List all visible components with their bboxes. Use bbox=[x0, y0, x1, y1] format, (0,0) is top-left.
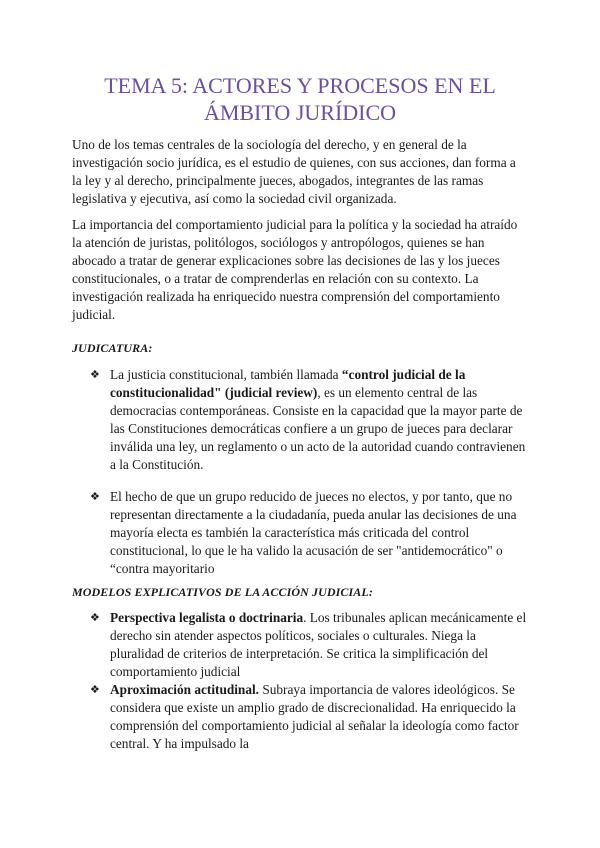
title-line-1: TEMA 5: ACTORES Y PROCESOS EN EL bbox=[104, 73, 496, 98]
modelos-list bbox=[72, 609, 528, 753]
judicatura-list bbox=[72, 366, 528, 578]
section-heading-modelos: MODELOS EXPLICATIVOS DE LA ACCIÓN JUDICIAL: bbox=[72, 585, 373, 599]
list-item: ❖ La justicia constitucional, también llamada “control judicial de la constitucionalidad" (judicial review), es un elemento central de las democracias contemporáneas. Consiste en la capacidad que la mayor parte de las Constituciones democráticas confiere a un grupo de jueces para declarar inválida una ley, un reglamento o un acto de la autoridad cuando contravienen a la Constitución. bbox=[90, 367, 526, 472]
title-line-2: ÁMBITO JURÍDICO bbox=[203, 100, 397, 125]
intro-paragraph-2: La importancia del comportamiento judicial para la política y la sociedad ha atraído la atención de juristas, politólogos, sociólogos y antropólogos, quienes se han abocado a tratar de generar explicaciones sobre las decisiones de las y los jueces constitucionales, o a tratar de comprenderlas en relación con su contexto. La investigación realizada ha enriquecido nuestra comprensión del comportamiento judicial. bbox=[72, 217, 518, 322]
page-title bbox=[60, 72, 540, 126]
diamond-bullet-icon: ❖ bbox=[90, 683, 100, 696]
intro-paragraph-1: Uno de los temas centrales de la sociología del derecho, y en general de la investigación socio jurídica, es el estudio de quienes, con sus acciones, dan forma a la ley y al derecho, principalmente jueces, abogados, integrantes de las ramas legislativa y ejecutiva, así como la sociedad civil organizada. bbox=[72, 137, 516, 206]
list-item: ❖ El hecho de que un grupo reducido de jueces no electos, y por tanto, que no representan directamente a la ciudadanía, pueda anular las decisiones de una mayoría electa es también la característica más criticada del control constitucional, lo que le ha valido la acusación de ser "antidemocrático" o “contra mayoritario bbox=[90, 489, 517, 576]
diamond-bullet-icon: ❖ bbox=[90, 611, 100, 624]
section-heading-judicatura: JUDICATURA: bbox=[72, 341, 153, 355]
diamond-bullet-icon: ❖ bbox=[90, 490, 100, 503]
diamond-bullet-icon: ❖ bbox=[90, 368, 100, 381]
list-item: ❖ Aproximación actitudinal. Subraya importancia de valores ideológicos. Se considera que existe un amplio grado de discrecionalidad. Ha enriquecido la comprensión del comportamiento judicial al señalar la ideología como factor central. Y ha impulsado la bbox=[90, 682, 519, 751]
list-item: ❖ Perspectiva legalista o doctrinaria. Los tribunales aplican mecánicamente el derecho sin atender aspectos políticos, sociales o culturales. Niega la pluralidad de criterios de interpretación. Se critica la simplificación del comportamiento judicial bbox=[90, 610, 527, 679]
